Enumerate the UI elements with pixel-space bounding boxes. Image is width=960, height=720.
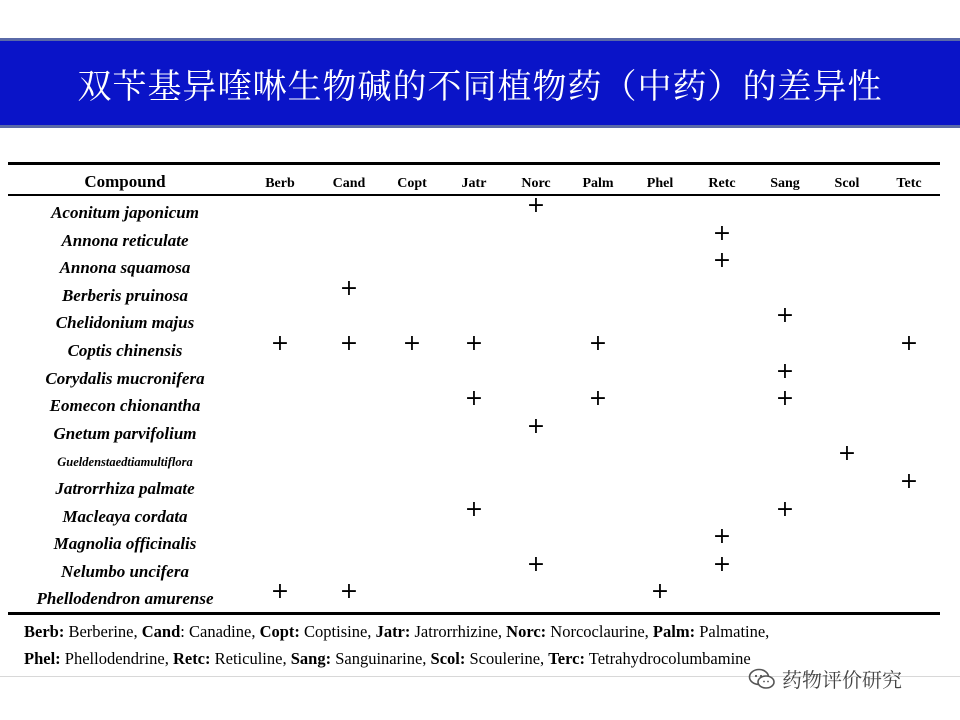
column-header-palm: Palm: [582, 176, 614, 191]
presence-mark-sang: +: [775, 386, 795, 412]
abbreviation: Jatr:: [375, 622, 411, 641]
abbreviation: Copt:: [259, 622, 300, 641]
compound-name: Aconitum japonicum: [51, 203, 199, 222]
presence-mark-berb: +: [270, 331, 290, 356]
column-header-norc: Norc: [521, 176, 551, 191]
compound-name: Phellodendron amurense: [36, 589, 214, 609]
compound-name: Annona squamosa: [59, 258, 191, 278]
title-banner: [0, 38, 960, 128]
column-header-copt: Copt: [397, 176, 427, 191]
compound-name: Jatrorrhiza palmate: [55, 479, 195, 498]
compound-name: Corydalis mucronifera: [45, 368, 205, 388]
presence-mark-jatr: +: [464, 386, 484, 412]
presence-mark-retc: +: [712, 551, 732, 577]
presence-mark-tetc: +: [899, 331, 919, 356]
presence-mark-cand: +: [339, 579, 359, 605]
compound-name: Macleaya cordata: [62, 506, 188, 526]
presence-mark-retc: +: [712, 248, 732, 274]
page-title: 双苄基异喹啉生物碱的不同植物药（中药）的差异性: [77, 66, 883, 107]
abbreviation-expansion: Tetrahydrocolumbamine: [584, 649, 751, 668]
table-bottom-rule: [8, 612, 940, 615]
table-row: [0, 275, 960, 309]
abbreviation-expansion: Palmatine,: [695, 622, 770, 641]
footnote-line-1: [24, 622, 944, 642]
presence-mark-palm: +: [588, 386, 608, 412]
abbreviation-expansion: : Canadine,: [180, 622, 260, 641]
abbreviation: Palm:: [652, 622, 696, 641]
presence-mark-norc: +: [526, 413, 546, 439]
column-header-tetc: Tetc: [896, 176, 922, 191]
abbreviation: Terc:: [548, 649, 585, 668]
compound-name: Gueldenstaedtiamultiflora: [57, 455, 193, 470]
abbreviation-expansion: Norcoclaurine,: [546, 622, 653, 641]
compound-header: Compound: [84, 172, 166, 191]
abbreviation: Scol:: [430, 649, 466, 668]
presence-mark-sang: +: [775, 358, 795, 384]
abbreviation-expansion: Scoulerine,: [465, 649, 549, 668]
presence-mark-cand: +: [339, 275, 359, 301]
abbreviation: Sang:: [290, 649, 332, 668]
table-row: [0, 220, 960, 254]
presence-mark-jatr: +: [464, 496, 484, 522]
presence-mark-cand: +: [339, 331, 359, 356]
abbreviation: Phel:: [24, 649, 61, 668]
abbreviation-expansion: Jatrorrhizine,: [410, 622, 507, 641]
table-row: [0, 496, 960, 530]
presence-mark-sang: +: [775, 496, 795, 522]
compound-name: Nelumbo uncifera: [61, 561, 189, 581]
wechat-icon: [748, 668, 776, 690]
presence-mark-phel: +: [650, 579, 670, 605]
presence-mark-retc: +: [712, 524, 732, 550]
column-header-sang: Sang: [770, 176, 800, 191]
compound-name: Berberis pruinosa: [61, 285, 189, 305]
table-row: [0, 524, 960, 557]
abbreviation-expansion: Reticuline,: [210, 649, 291, 668]
table-row: [0, 248, 960, 281]
table-row: [0, 579, 960, 612]
watermark-text: 药物评价研究: [782, 668, 902, 692]
presence-mark-tetc: +: [899, 469, 919, 494]
column-header-retc: Retc: [708, 176, 736, 191]
presence-mark-norc: +: [526, 551, 546, 577]
presence-mark-sang: +: [775, 303, 795, 329]
presence-mark-palm: +: [588, 331, 608, 356]
table-top-rule: [8, 162, 940, 165]
column-header-phel: Phel: [646, 176, 674, 191]
abbreviation: Retc:: [172, 649, 211, 668]
table-row: [0, 331, 960, 364]
presence-mark-berb: +: [270, 579, 290, 605]
table-row: [0, 386, 960, 419]
abbreviation: Cand: [141, 622, 181, 641]
column-header-cand: Cand: [332, 176, 366, 191]
table-header-rule: [8, 194, 940, 196]
column-header-jatr: Jatr: [461, 176, 487, 191]
abbreviation: Norc:: [506, 622, 547, 641]
compound-name: Annona reticulate: [61, 230, 189, 250]
table-row: [0, 551, 960, 585]
abbreviation-expansion: Sanguinarine,: [331, 649, 431, 668]
abbreviation: Berb:: [24, 622, 65, 641]
abbreviation-expansion: Coptisine,: [299, 622, 376, 641]
presence-mark-jatr: +: [464, 331, 484, 356]
compound-name: Chelidonium majus: [55, 313, 195, 333]
presence-mark-norc: +: [526, 193, 546, 218]
table-header: [0, 170, 960, 194]
column-header-scol: Scol: [834, 176, 860, 191]
abbreviation-expansion: Phellodendrine,: [60, 649, 173, 668]
column-header-berb: Berb: [265, 176, 295, 191]
compound-name: Gnetum parvifolium: [53, 423, 197, 443]
watermark: [748, 664, 902, 693]
table-row: [0, 441, 960, 474]
presence-mark-copt: +: [402, 331, 422, 356]
compound-name: Coptis chinensis: [67, 341, 183, 360]
abbreviation-expansion: Berberine,: [64, 622, 142, 641]
compound-name: Magnolia officinalis: [53, 534, 197, 554]
compound-name: Eomecon chionantha: [49, 396, 201, 416]
presence-mark-scol: +: [837, 441, 857, 467]
presence-mark-retc: +: [712, 220, 732, 246]
table-row: [0, 193, 960, 226]
table-row: [0, 413, 960, 447]
